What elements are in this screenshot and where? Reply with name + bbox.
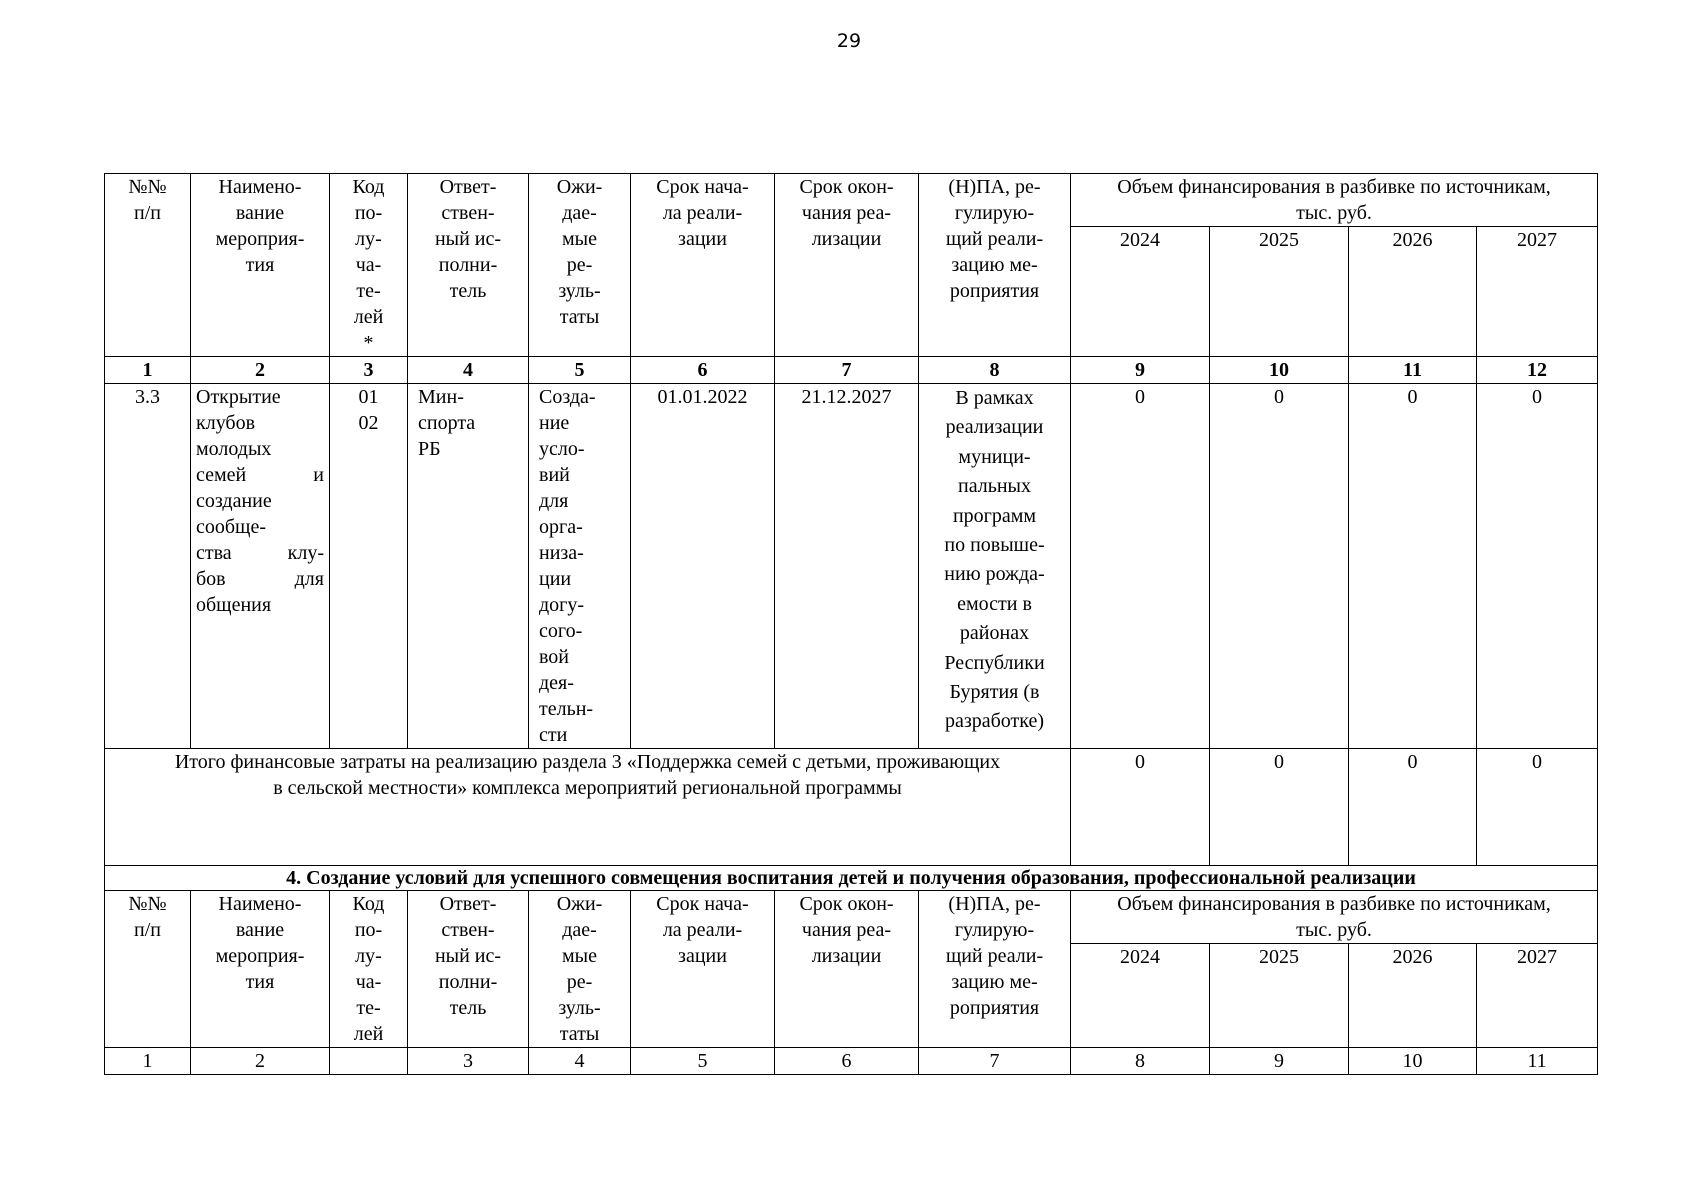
row-code: 01 02 [330,384,408,749]
row-value-2026: 0 [1349,384,1477,749]
column-number: 9 [1071,357,1210,384]
activities-table [104,173,1598,1075]
row-name-line: бов для [196,568,324,590]
column-number: 1 [105,357,191,384]
header-num: №№ п/п [105,174,191,357]
column-number: 4 [408,357,529,384]
header-responsible: Ответ- ствен- ный ис- полни- тель [408,174,529,357]
column-number: 7 [919,1048,1071,1075]
header-start: Срок нача- ла реали- зации [631,174,775,357]
row-name-line: сообще- [196,516,266,538]
column-number: 9 [1210,1048,1349,1075]
header-npa: (Н)ПА, ре- гулирую- щий реали- зацию ме- роприятия [919,174,1071,357]
header-funding: Объем финансирования в разбивке по источникам, тыс. руб. [1071,891,1598,944]
row-end-date: 21.12.2027 [775,384,919,749]
column-number: 2 [191,357,330,384]
column-number: 8 [1071,1048,1210,1075]
row-name-line: ства клу- [196,542,324,564]
column-number: 5 [529,357,631,384]
row-value-2025: 0 [1210,384,1349,749]
row-num: 3.3 [105,384,191,749]
total-label: Итого финансовые затраты на реализацию раздела 3 «Поддержка семей с детьми, проживающих в сельской местности» комплекса мероприятий региональной программы [105,749,1071,866]
row-npa: В рамках реализации муници- пальных программ по повыше- нию рожда- емости в районах Республики Бурятия (в разработке) [919,384,1071,749]
column-number: 3 [330,357,408,384]
header-start: Срок нача- ла реали- зации [631,891,775,1048]
header-year: 2025 [1210,227,1349,357]
header-responsible: Ответ- ствен- ный ис- полни- тель [408,891,529,1048]
header-expected: Ожи- дае- мые ре- зуль- таты [529,174,631,357]
column-number: 4 [529,1048,631,1075]
header-row [105,891,1598,944]
column-number: 7 [775,357,919,384]
page-number: 29 [836,30,862,52]
column-number: 11 [1349,357,1477,384]
column-numbers-row [105,357,1598,384]
table-row [105,384,1598,749]
row-expected: Созда- ние усло- вий для орга- низа- ции догу- сого- вой дея- тельн- сти [529,384,631,749]
total-row [105,749,1598,866]
header-year: 2024 [1071,227,1210,357]
column-number [330,1048,408,1075]
header-year: 2027 [1477,944,1598,1048]
row-name-line: молодых [196,438,272,460]
column-number: 8 [919,357,1071,384]
total-value-2027: 0 [1477,749,1598,866]
header-row [105,174,1598,227]
header-year: 2026 [1349,227,1477,357]
column-number: 12 [1477,357,1598,384]
column-number: 6 [631,357,775,384]
column-number: 6 [775,1048,919,1075]
column-number: 10 [1349,1048,1477,1075]
header-npa: (Н)ПА, ре- гулирую- щий реали- зацию ме- роприятия [919,891,1071,1048]
column-number: 10 [1210,357,1349,384]
header-year: 2025 [1210,944,1349,1048]
total-value-2024: 0 [1071,749,1210,866]
column-number: 1 [105,1048,191,1075]
header-funding: Объем финансирования в разбивке по источникам, тыс. руб. [1071,174,1598,227]
column-number: 2 [191,1048,330,1075]
row-name-line: общения [196,594,272,616]
header-name: Наимено- вание мероприя- тия [191,891,330,1048]
column-numbers-row [105,1048,1598,1075]
row-value-2027: 0 [1477,384,1598,749]
header-year: 2026 [1349,944,1477,1048]
row-name-line: семей и [196,464,324,486]
row-start-date: 01.01.2022 [631,384,775,749]
header-code: Код по- лу- ча- те- лей [330,891,408,1048]
column-number: 11 [1477,1048,1598,1075]
row-responsible: Мин- спорта РБ [408,384,529,749]
total-value-2026: 0 [1349,749,1477,866]
header-year: 2027 [1477,227,1598,357]
row-name-line: Открытие [196,386,281,408]
column-number: 5 [631,1048,775,1075]
section-title-row [105,866,1598,891]
header-num: №№ п/п [105,891,191,1048]
total-value-2025: 0 [1210,749,1349,866]
header-end: Срок окон- чания реа- лизации [775,891,919,1048]
row-value-2024: 0 [1071,384,1210,749]
header-end: Срок окон- чания реа- лизации [775,174,919,357]
row-name-line: создание [196,490,272,512]
header-code: Код по- лу- ча- те- лей * [330,174,408,357]
row-name [191,384,330,749]
header-expected: Ожи- дае- мые ре- зуль- таты [529,891,631,1048]
section-title: 4. Создание условий для успешного совмещения воспитания детей и получения образования, профессиональной реализации [105,866,1598,891]
header-name: Наимено- вание мероприя- тия [191,174,330,357]
column-number: 3 [408,1048,529,1075]
header-year: 2024 [1071,944,1210,1048]
row-name-line: клубов [196,412,256,434]
